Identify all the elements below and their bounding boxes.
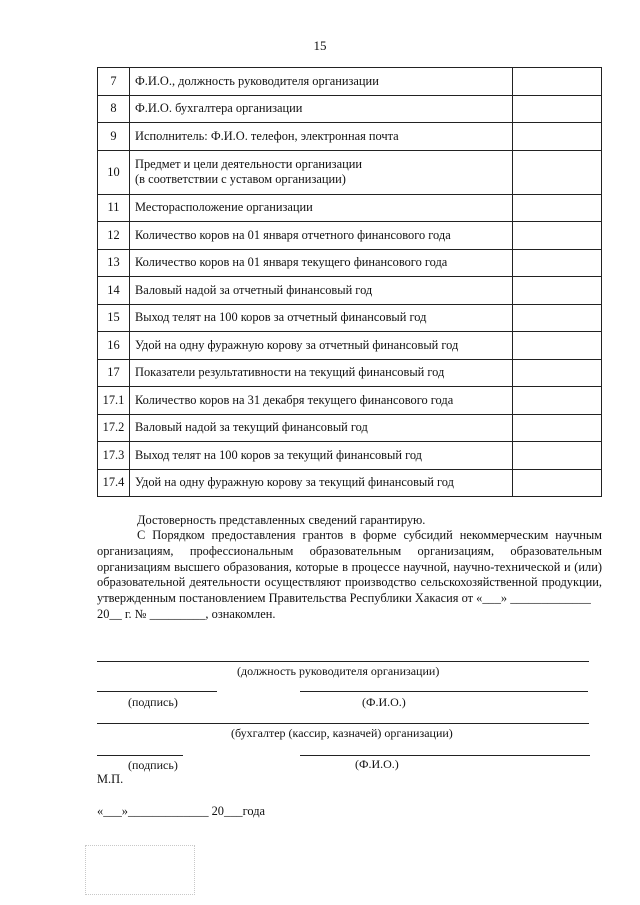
table-row bbox=[98, 469, 602, 497]
row-label bbox=[130, 150, 513, 194]
row-value-cell[interactable] bbox=[513, 277, 602, 305]
table-row bbox=[98, 304, 602, 332]
row-value-cell[interactable] bbox=[513, 150, 602, 194]
name-caption-1: (Ф.И.О.) bbox=[362, 695, 406, 709]
guarantee-paragraph: Достоверность представленных сведений гарантирую. bbox=[137, 513, 426, 527]
table-row bbox=[98, 222, 602, 250]
procedure-paragraph-text: С Порядком предоставления грантов в форме субсидий некоммерческим научным организациям, профессиональным образовательным организациям, образовательным организациям высшего образования, которые в процессе научной, научно-технической и (или) образовательной деятельности осуществляют производство сельскохозяйственной продукции, утвержденным постановлением Правительства Республики Хакасия от «___» _____________ bbox=[97, 528, 602, 606]
row-value-cell[interactable] bbox=[513, 249, 602, 277]
row-value-cell[interactable] bbox=[513, 95, 602, 123]
table-row bbox=[98, 150, 602, 194]
row-label-text: Валовый надой за текущий финансовый год bbox=[135, 420, 368, 435]
row-value-cell[interactable] bbox=[513, 387, 602, 415]
signature-caption-1: (подпись) bbox=[128, 695, 178, 709]
table-row bbox=[98, 359, 602, 387]
table-row bbox=[98, 249, 602, 277]
row-label-text: Выход телят на 100 коров за текущий финансовый год bbox=[135, 447, 422, 462]
row-label-text: Выход телят на 100 коров за отчетный финансовый год bbox=[135, 310, 427, 325]
row-value-cell[interactable] bbox=[513, 304, 602, 332]
row-value-cell[interactable] bbox=[513, 442, 602, 470]
row-label bbox=[130, 194, 513, 222]
name-line-1 bbox=[300, 691, 588, 692]
row-label bbox=[130, 469, 513, 497]
row-label-text: Месторасположение организации bbox=[135, 200, 313, 215]
accountant-caption: (бухгалтер (кассир, казначей) организации) bbox=[231, 726, 453, 740]
row-label-text: Количество коров на 01 января отчетного финансового года bbox=[135, 227, 451, 242]
row-label-text: Количество коров на 31 декабря текущего финансового года bbox=[135, 392, 454, 407]
table-row bbox=[98, 414, 602, 442]
name-line-2 bbox=[300, 755, 590, 756]
row-number: 16 bbox=[98, 332, 130, 360]
row-label-subtext: (в соответствии с уставом организации) bbox=[135, 172, 346, 186]
accountant-line bbox=[97, 723, 589, 724]
row-number: 17.3 bbox=[98, 442, 130, 470]
row-number: 7 bbox=[98, 68, 130, 96]
row-label-text: Удой на одну фуражную корову за текущий финансовый год bbox=[135, 475, 454, 490]
row-label-text: Ф.И.О. бухгалтера организации bbox=[135, 101, 303, 116]
table-row bbox=[98, 277, 602, 305]
row-label-text: Исполнитель: Ф.И.О. телефон, электронная почта bbox=[135, 128, 399, 143]
procedure-paragraph bbox=[97, 528, 602, 623]
row-label bbox=[130, 95, 513, 123]
row-number: 12 bbox=[98, 222, 130, 250]
row-number: 13 bbox=[98, 249, 130, 277]
signature-line-2 bbox=[97, 755, 183, 756]
stamp-place-label: М.П. bbox=[97, 772, 124, 786]
row-label bbox=[130, 304, 513, 332]
row-number: 15 bbox=[98, 304, 130, 332]
table-row bbox=[98, 194, 602, 222]
head-position-line bbox=[97, 661, 589, 662]
signature-line-1 bbox=[97, 691, 217, 692]
row-value-cell[interactable] bbox=[513, 194, 602, 222]
row-label-text: Удой на одну фуражную корову за отчетный финансовый год bbox=[135, 337, 459, 352]
table-row bbox=[98, 442, 602, 470]
row-label-text: Предмет и цели деятельности организации bbox=[135, 157, 362, 171]
row-value-cell[interactable] bbox=[513, 222, 602, 250]
table-row bbox=[98, 68, 602, 96]
row-number: 17 bbox=[98, 359, 130, 387]
row-label bbox=[130, 68, 513, 96]
table-row bbox=[98, 123, 602, 151]
faded-stamp-mark bbox=[85, 845, 195, 895]
row-label-text: Показатели результативности на текущий финансовый год bbox=[135, 365, 445, 380]
row-number: 11 bbox=[98, 194, 130, 222]
row-label bbox=[130, 249, 513, 277]
row-number: 17.2 bbox=[98, 414, 130, 442]
row-label bbox=[130, 442, 513, 470]
row-label-text: Ф.И.О., должность руководителя организации bbox=[135, 73, 379, 88]
row-number: 10 bbox=[98, 150, 130, 194]
table-row bbox=[98, 387, 602, 415]
form-table-body bbox=[98, 68, 602, 497]
table-row bbox=[98, 332, 602, 360]
row-label bbox=[130, 359, 513, 387]
table-row bbox=[98, 95, 602, 123]
procedure-paragraph-end: 20__ г. № _________, ознакомлен. bbox=[97, 606, 276, 621]
name-caption-2: (Ф.И.О.) bbox=[355, 757, 399, 771]
page-number: 15 bbox=[313, 38, 327, 53]
row-value-cell[interactable] bbox=[513, 68, 602, 96]
date-line: «___»_____________ 20___года bbox=[97, 804, 266, 818]
head-position-caption: (должность руководителя организации) bbox=[237, 664, 440, 678]
row-value-cell[interactable] bbox=[513, 123, 602, 151]
row-label bbox=[130, 123, 513, 151]
row-label bbox=[130, 387, 513, 415]
row-value-cell[interactable] bbox=[513, 414, 602, 442]
row-label bbox=[130, 222, 513, 250]
row-value-cell[interactable] bbox=[513, 332, 602, 360]
row-number: 14 bbox=[98, 277, 130, 305]
signature-caption-2: (подпись) bbox=[128, 758, 178, 772]
row-number: 17.4 bbox=[98, 469, 130, 497]
row-label bbox=[130, 414, 513, 442]
row-label-text: Валовый надой за отчетный финансовый год bbox=[135, 282, 373, 297]
row-number: 8 bbox=[98, 95, 130, 123]
row-label bbox=[130, 277, 513, 305]
row-value-cell[interactable] bbox=[513, 359, 602, 387]
row-label bbox=[130, 332, 513, 360]
form-table bbox=[97, 67, 602, 497]
row-number: 17.1 bbox=[98, 387, 130, 415]
row-value-cell[interactable] bbox=[513, 469, 602, 497]
row-label-text: Количество коров на 01 января текущего финансового года bbox=[135, 255, 448, 270]
row-number: 9 bbox=[98, 123, 130, 151]
